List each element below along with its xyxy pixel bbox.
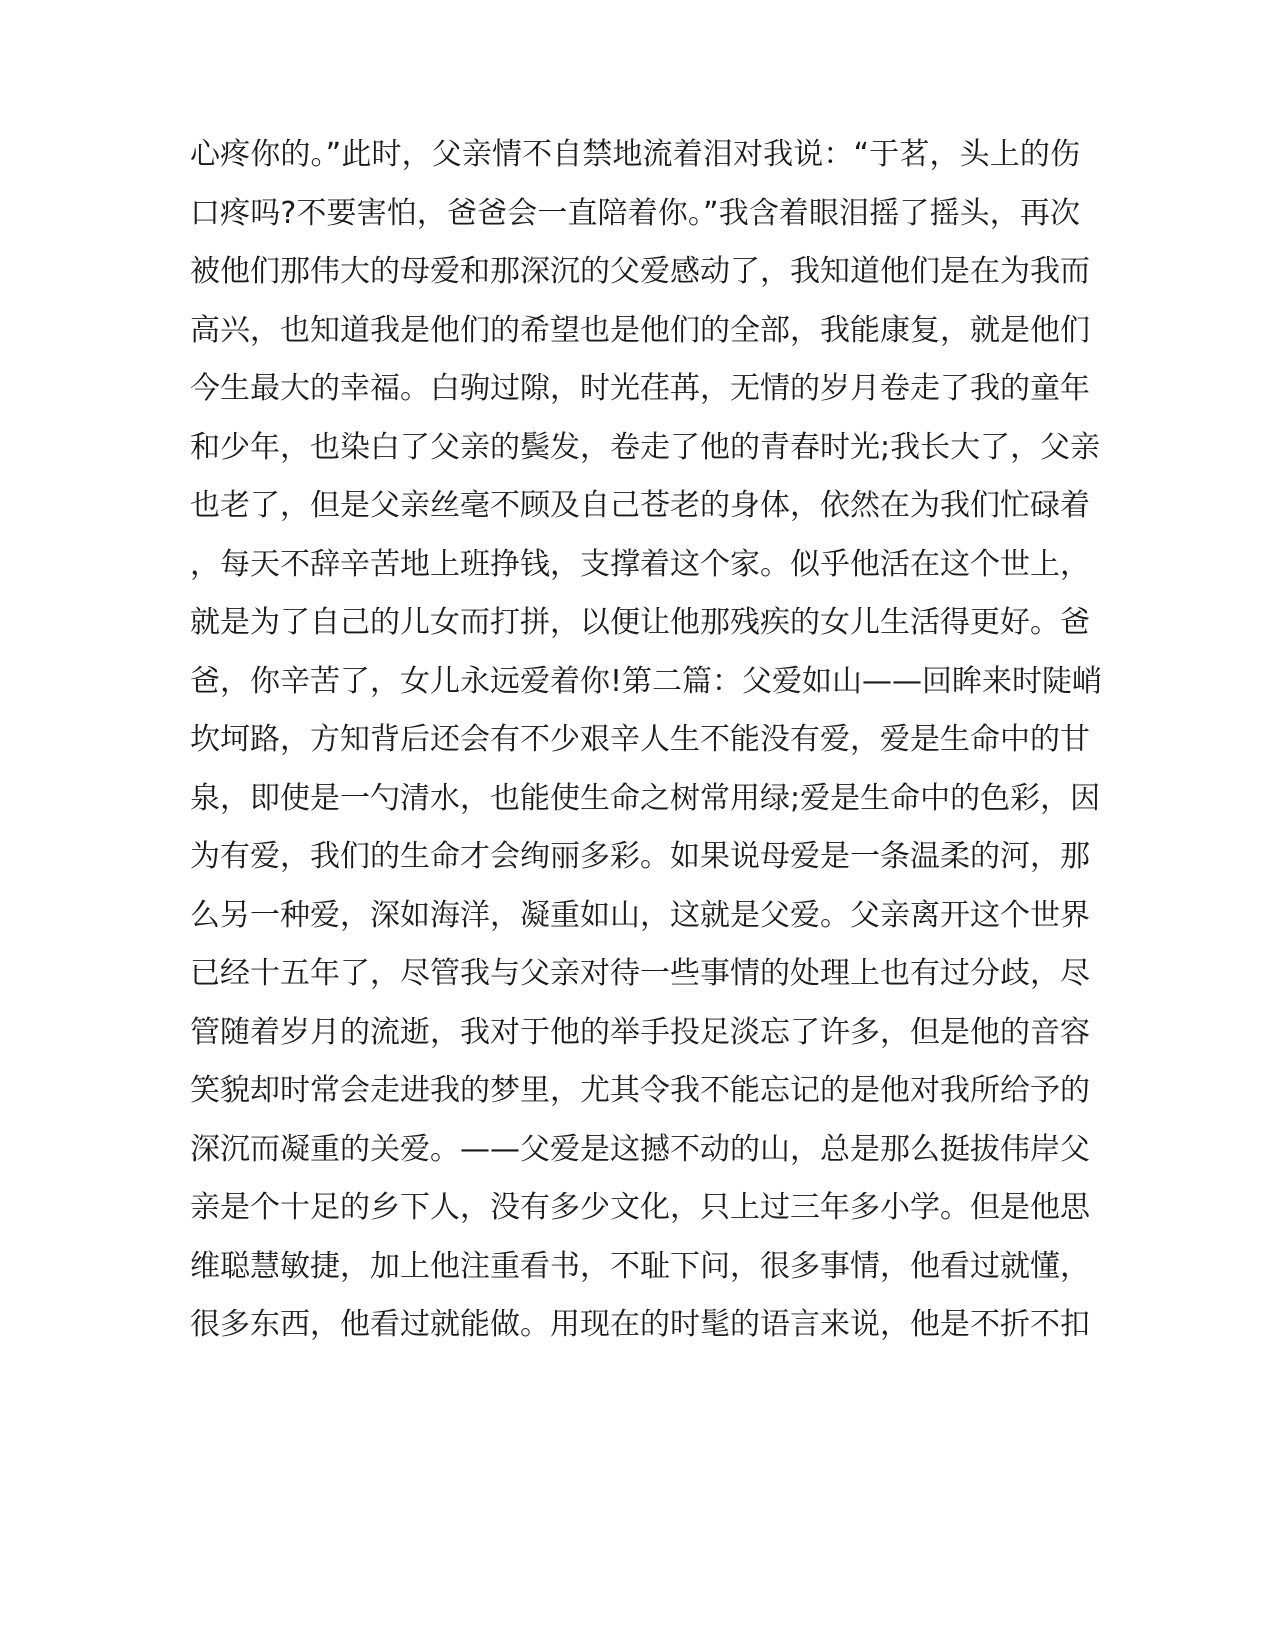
- text-line: 深沉而凝重的关爱。——父爱是这撼不动的山，总是那么挺拔伟岸父: [190, 1131, 1090, 1167]
- text-line: 口疼吗?不要害怕，爸爸会一直陪着你。”我含着眼泪摇了摇头，再次: [190, 195, 1080, 231]
- text-line: 管随着岁月的流逝，我对于他的举手投足淡忘了许多，但是他的音容: [190, 1014, 1090, 1050]
- text-line: 心疼你的。”此时，父亲情不自禁地流着泪对我说：“于茗，头上的伤: [190, 137, 1080, 172]
- text-line: 么另一种爱，深如海洋，凝重如山，这就是父爱。父亲离开这个世界: [190, 897, 1090, 933]
- text-line: 泉，即使是一勺清水，也能使生命之树常用绿;爱是生命中的色彩，因: [190, 780, 1101, 816]
- text-line: 和少年，也染白了父亲的鬓发，卷走了他的青春时光;我长大了，父亲: [190, 429, 1101, 465]
- text-line: 今生最大的幸福。白驹过隙，时光荏苒，无情的岁月卷走了我的童年: [190, 371, 1090, 406]
- text-line: 坎坷路，方知背后还会有不少艰辛人生不能没有爱，爱是生命中的甘: [190, 722, 1090, 757]
- text-line: 很多东西，他看过就能做。用现在的时髦的语言来说，他是不折不扣: [190, 1307, 1090, 1342]
- text-line: 笑貌却时常会走进我的梦里，尤其令我不能忘记的是他对我所给予的: [190, 1073, 1090, 1108]
- text-line: 也老了，但是父亲丝毫不顾及自己苍老的身体，依然在为我们忙碌着: [190, 488, 1090, 523]
- text-line: 被他们那伟大的母爱和那深沉的父爱感动了，我知道他们是在为我而: [190, 254, 1090, 289]
- text-line: 维聪慧敏捷，加上他注重看书，不耻下问，很多事情，他看过就懂，: [190, 1248, 1090, 1284]
- text-line: 已经十五年了，尽管我与父亲对待一些事情的处理上也有过分歧，尽: [190, 956, 1090, 991]
- text-line: 高兴，也知道我是他们的希望也是他们的全部，我能康复，就是他们: [190, 312, 1090, 348]
- text-line: 爸，你辛苦了，女儿永远爱着你!第二篇：父爱如山——回眸来时陡峭: [190, 663, 1103, 699]
- text-line: 为有爱，我们的生命才会绚丽多彩。如果说母爱是一条温柔的河，那: [190, 839, 1090, 874]
- body-text: [190, 126, 1103, 1355]
- text-line: 亲是个十足的乡下人，没有多少文化，只上过三年多小学。但是他思: [190, 1190, 1090, 1225]
- text-line: ，每天不辞辛苦地上班挣钱，支撑着这个家。似乎他活在这个世上，: [190, 546, 1090, 582]
- text-line: 就是为了自己的儿女而打拼，以便让他那残疾的女儿生活得更好。爸: [190, 605, 1090, 640]
